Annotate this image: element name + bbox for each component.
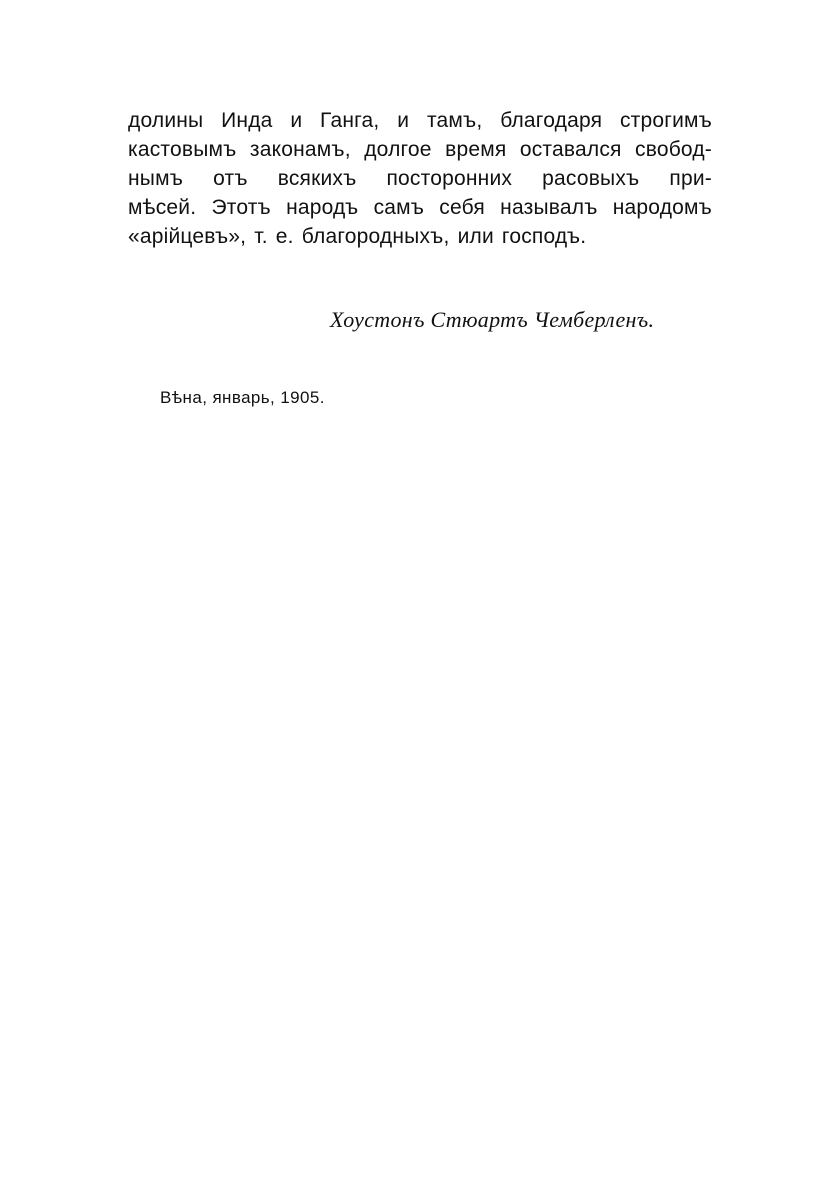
place-date-line: Вѣна, январь, 1905. <box>160 388 325 407</box>
paragraph-line-4: мѣсей. Этотъ народъ самъ себя называлъ народомъ <box>128 196 712 219</box>
body-paragraph <box>128 106 712 251</box>
author-signature: Хоустонъ Стюартъ Чемберленъ. <box>330 307 655 332</box>
paragraph-line-5: «арійцевъ», т. е. благородныхъ, или господъ. <box>128 225 587 248</box>
paragraph-line-3: нымъ отъ всякихъ посторонних расовыхъ при- <box>128 167 712 190</box>
paragraph-line-1: долины Инда и Ганга, и тамъ, благодаря строгимъ <box>128 109 712 132</box>
paragraph-line-2: кастовымъ законамъ, долгое время оставался свобод- <box>128 138 712 161</box>
